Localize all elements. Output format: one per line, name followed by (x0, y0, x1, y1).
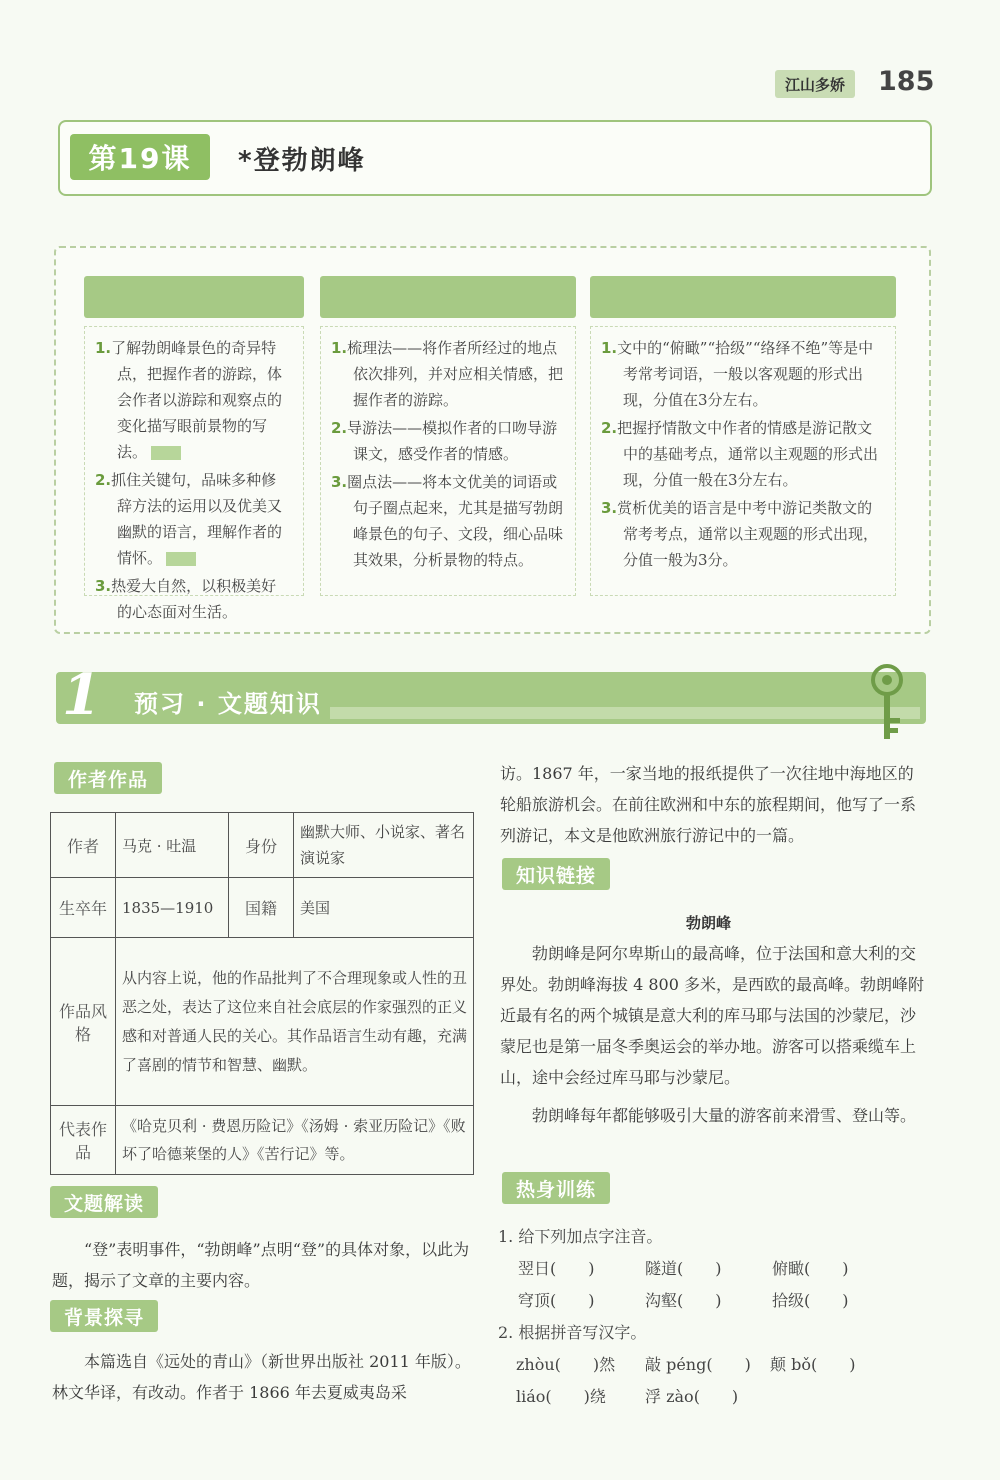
objectives-column-3 (590, 276, 896, 596)
objectives-column-2-header (320, 276, 576, 318)
nation-label: 国籍 (229, 878, 294, 938)
lesson-badge: 第19课 (70, 134, 210, 180)
author-table (50, 812, 474, 1175)
author-value: 马克 · 吐温 (116, 813, 229, 878)
identity-value: 幽默大师、小说家、著名演说家 (294, 813, 474, 878)
section-number: 1 (62, 662, 101, 728)
hanzi-blank[interactable]: liáo( )绕 (516, 1387, 606, 1406)
background-continuation: 访。1867 年，一家当地的报纸提供了一次往地中海地区的轮船旅游机会。在前往欧洲和中东的旅程期间，他写了一系列游记，本文是他欧洲旅行游记中的一篇。 (500, 764, 917, 845)
dates-value: 1835—1910 (116, 878, 229, 938)
knowledge-link-paragraph-1: 勃朗峰是阿尔卑斯山的最高峰，位于法国和意大利的交界处。勃朗峰海拔 4 800 多米，是西欧的最高峰。勃朗峰附近最有名的两个城镇是意大利的库马耶与法国的沙蒙尼，沙蒙尼也是第一届冬季奥运会的举办地。游客可以搭乘缆车上山，途中会经过库马耶与沙蒙尼。 (500, 944, 924, 1087)
background-tag: 背景探寻 (50, 1300, 158, 1332)
section-title: 预习 · 文题知识 (134, 690, 322, 718)
hanzi-blank[interactable]: 敲 péng( ) (645, 1355, 751, 1374)
pinyin-blank[interactable]: 沟壑( ) (645, 1291, 722, 1310)
nation-value: 美国 (294, 878, 474, 938)
objectives-column-2 (320, 276, 576, 596)
representative-works-value: 《哈克贝利 · 费恩历险记》《汤姆 · 索亚历险记》《败坏了哈德莱堡的人》《苦行记》等。 (116, 1106, 474, 1175)
style-label: 作品风格 (51, 938, 116, 1106)
section-tag: 江山多娇 (775, 70, 855, 98)
page-number: 185 (878, 66, 935, 97)
hanzi-blank[interactable]: zhòu( )然 (516, 1355, 616, 1374)
pinyin-blank[interactable]: 翌日( ) (518, 1259, 595, 1278)
hanzi-blank[interactable]: 浮 zào( ) (645, 1387, 739, 1406)
background-text: 本篇选自《远处的青山》（新世界出版社 2011 年版）。林文华译，有改动。作者于 1866 年去夏威夷岛采 (52, 1352, 471, 1402)
warmup-tag: 热身训练 (502, 1172, 610, 1204)
lesson-title: *登勃朗峰 (238, 146, 366, 176)
key-icon (862, 662, 912, 748)
objective-item: 2.抓住关键句，品味多种修辞方法的运用以及优美又幽默的语言，理解作者的情怀。 (95, 471, 283, 567)
question-2: 2. 根据拼音写汉字。 (498, 1323, 647, 1342)
method-item: 2.导游法——模拟作者的口吻导游课文，感受作者的情感。 (331, 419, 558, 463)
method-item: 3.圈点法——将本文优美的词语或句子圈点起来，尤其是描写勃朗峰景色的句子、文段，细心品味其效果，分析景物的特点。 (331, 473, 564, 569)
pinyin-blank[interactable]: 拾级( ) (772, 1291, 849, 1310)
author-label: 作者 (51, 813, 116, 878)
objective-item: 3.热爱大自然，以积极美好的心态面对生活。 (95, 577, 277, 621)
representative-works-label: 代表作品 (51, 1106, 116, 1175)
dates-label: 生卒年 (51, 878, 116, 938)
pinyin-blank[interactable]: 穹顶( ) (518, 1291, 595, 1310)
method-item: 1.梳理法——将作者所经过的地点依次排列，并对应相关情感，把握作者的游踪。 (331, 339, 564, 409)
objectives-column-3-header (590, 276, 896, 318)
marker-icon (166, 552, 196, 566)
pinyin-blank[interactable]: 俯瞰( ) (772, 1259, 849, 1278)
knowledge-link-tag: 知识链接 (502, 858, 610, 890)
section-banner-stripe (330, 707, 920, 719)
question-1: 1. 给下列加点字注音。 (498, 1227, 663, 1246)
objectives-column-1 (84, 276, 304, 621)
author-works-tag: 作者作品 (54, 762, 162, 794)
knowledge-link-subtitle: 勃朗峰 (686, 914, 732, 932)
title-reading-tag: 文题解读 (50, 1186, 158, 1218)
exam-point-item: 1.文中的“俯瞰”“拾级”“络绎不绝”等是中考常考词语，一般以客观题的形式出现，分值在3分左右。 (601, 339, 874, 409)
hanzi-blank[interactable]: 颠 bǒ( ) (770, 1355, 856, 1374)
pinyin-blank[interactable]: 隧道( ) (645, 1259, 722, 1278)
style-value: 从内容上说，他的作品批判了不合理现象或人性的丑恶之处，表达了这位来自社会底层的作家强烈的正义感和对普通人民的关心。其作品语言生动有趣，充满了喜剧的情节和智慧、幽默。 (116, 938, 474, 1106)
exam-point-item: 2.把握抒情散文中作者的情感是游记散文中的基础考点，通常以主观题的形式出现，分值一般在3分左右。 (601, 419, 879, 489)
exam-point-item: 3.赏析优美的语言是中考中游记类散文的常考考点，通常以主观题的形式出现，分值一般为3分。 (601, 499, 879, 569)
identity-label: 身份 (229, 813, 294, 878)
knowledge-link-paragraph-2: 勃朗峰每年都能够吸引大量的游客前来滑雪、登山等。 (532, 1106, 917, 1125)
title-reading-text: “登”表明事件，“勃朗峰”点明“登”的具体对象，以此为题，揭示了文章的主要内容。 (52, 1240, 470, 1290)
objectives-column-1-header (84, 276, 304, 318)
marker-icon (151, 446, 181, 460)
objective-item: 1.了解勃朗峰景色的奇异特点，把握作者的游踪，体会作者以游踪和观察点的变化描写眼前景物的写法。 (95, 339, 283, 461)
